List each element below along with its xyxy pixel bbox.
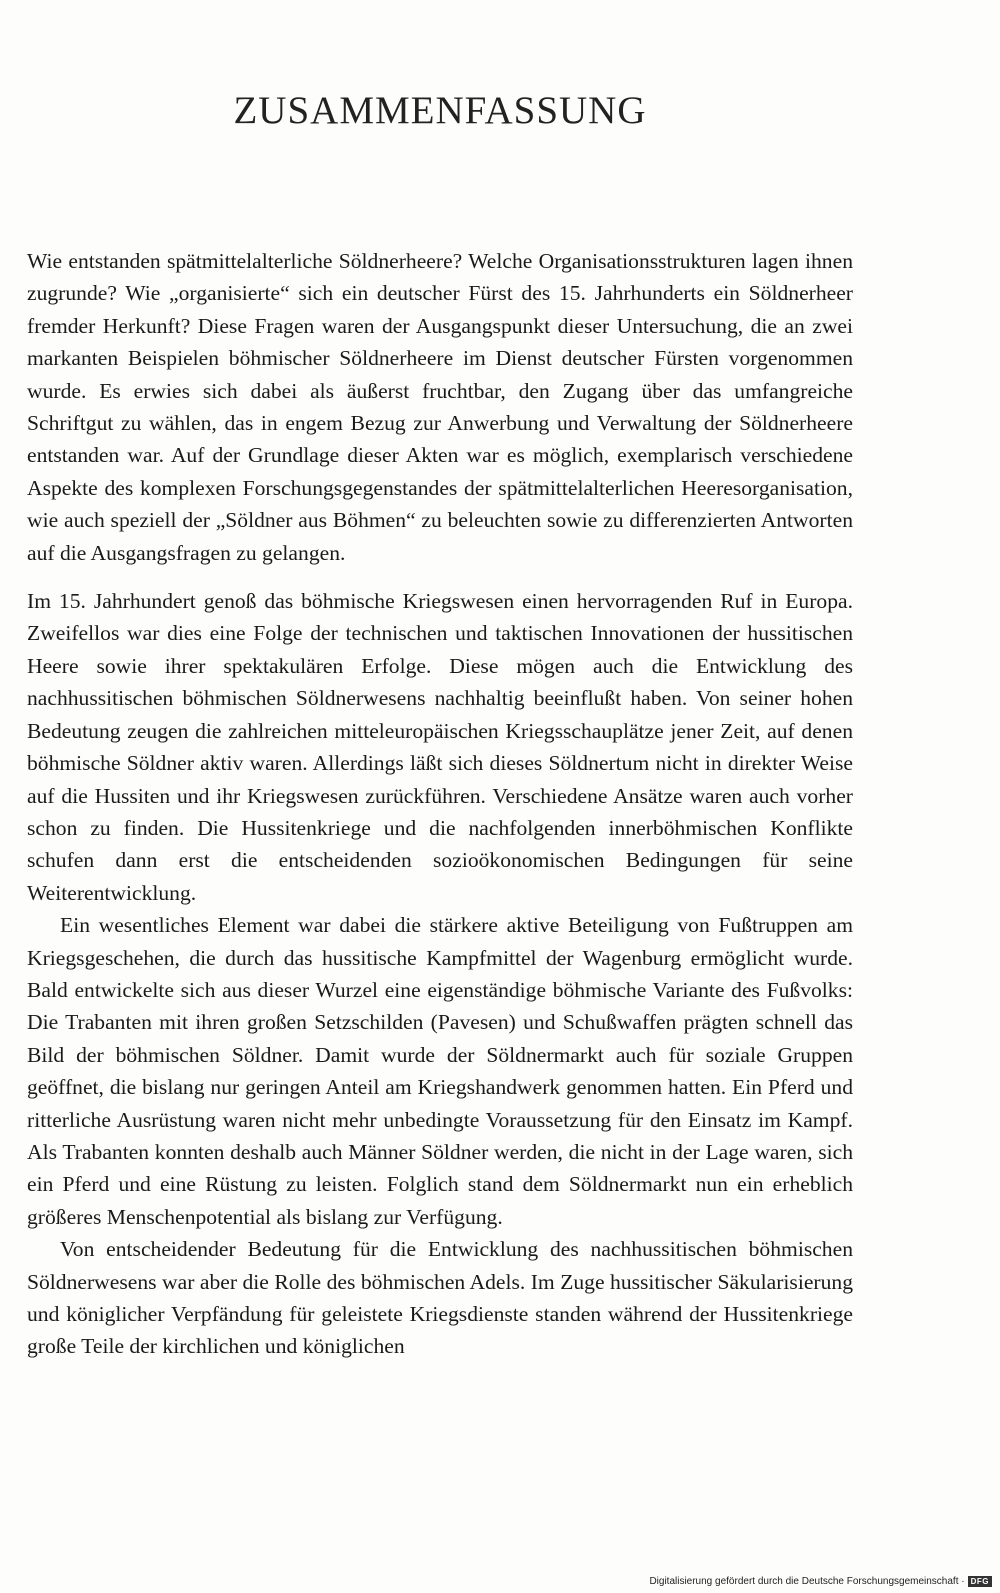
digitization-footer	[649, 1576, 992, 1587]
chapter-title: ZUSAMMENFASSUNG	[233, 89, 647, 132]
body-text	[27, 245, 853, 1363]
paragraph-4: Von entscheidender Bedeutung für die Entwicklung des nachhussitischen böhmischen Söldnerwesens war aber die Rolle des böhmischen Adels. Im Zuge hussitischer Säkularisierung und königlicher Verpfändung für geleistete Kriegsdienste standen während der Hussitenkriege große Teile der kirchlichen und königlichen	[27, 1237, 853, 1359]
dfg-logo-icon: DFG	[968, 1576, 992, 1587]
paragraph-1: Wie entstanden spätmittelalterliche Söldnerheere? Welche Organisationsstrukturen lagen ihnen zugrunde? Wie „organisierte“ sich ein deutscher Fürst des 15. Jahrhunderts ein Söldnerheer fremder Herkunft? Diese Fragen waren der Ausgangspunkt dieser Untersuchung, die an zwei markanten Beispielen böhmischer Söldnerheere im Dienst deutscher Fürsten vorgenommen wurde. Es erwies sich dabei als äußerst fruchtbar, den Zugang über das umfangreiche Schriftgut zu wählen, das in engem Bezug zur Anwerbung und Verwaltung der Söldnerheere entstanden war. Auf der Grundlage dieser Akten war es möglich, exemplarisch verschiedene Aspekte des komplexen Forschungsgegenstandes der spätmittelalterlichen Heeresorganisation, wie auch speziell der „Söldner aus Böhmen“ zu beleuchten sowie zu differenzierten Antworten auf die Ausgangsfragen zu gelangen.	[27, 249, 853, 565]
paragraph-2: Im 15. Jahrhundert genoß das böhmische Kriegswesen einen hervorragenden Ruf in Europa. Zweifellos war dies eine Folge der technischen und taktischen Innovationen der hussitischen Heere sowie ihrer spektakulären Erfolge. Diese mögen auch die Entwicklung des nachhussitischen böhmischen Söldnerwesens nachhaltig beeinflußt haben. Von seiner hohen Bedeutung zeugen die zahlreichen mitteleuropäischen Kriegsschauplätze jener Zeit, auf denen böhmische Söldner aktiv waren. Allerdings läßt sich dieses Söldnertum nicht in direkter Weise auf die Hussiten und ihr Kriegswesen zurückführen. Verschiedene Ansätze waren auch vorher schon zu finden. Die Hussitenkriege und die nachfolgenden innerböhmischen Konflikte schufen dann erst die entscheidenden sozioökonomischen Bedingungen für seine Weiterentwicklung.	[27, 589, 853, 905]
footer-text: Digitalisierung gefördert durch die Deutsche Forschungsgemeinschaft ·	[649, 1576, 965, 1587]
paragraph-3: Ein wesentliches Element war dabei die stärkere aktive Beteiligung von Fußtruppen am Kriegsgeschehen, die durch das hussitische Kampfmittel der Wagenburg ermöglicht wurde. Bald entwickelte sich aus dieser Wurzel eine eigenständige böhmische Variante des Fußvolks: Die Trabanten mit ihren großen Setzschilden (Pavesen) und Schußwaffen prägten schnell das Bild der böhmischen Söldner. Damit wurde der Söldnermarkt auch für soziale Gruppen geöffnet, die bislang nur geringen Anteil am Kriegshandwerk genommen hatten. Ein Pferd und ritterliche Ausrüstung waren nicht mehr unbedingte Voraussetzung für den Einsatz im Kampf. Als Trabanten konnten deshalb auch Männer Söldner werden, die nicht in der Lage waren, sich ein Pferd und eine Rüstung zu leisten. Folglich stand dem Söldnermarkt nun ein erheblich größeres Menschenpotential als bislang zur Verfügung.	[27, 913, 853, 1229]
